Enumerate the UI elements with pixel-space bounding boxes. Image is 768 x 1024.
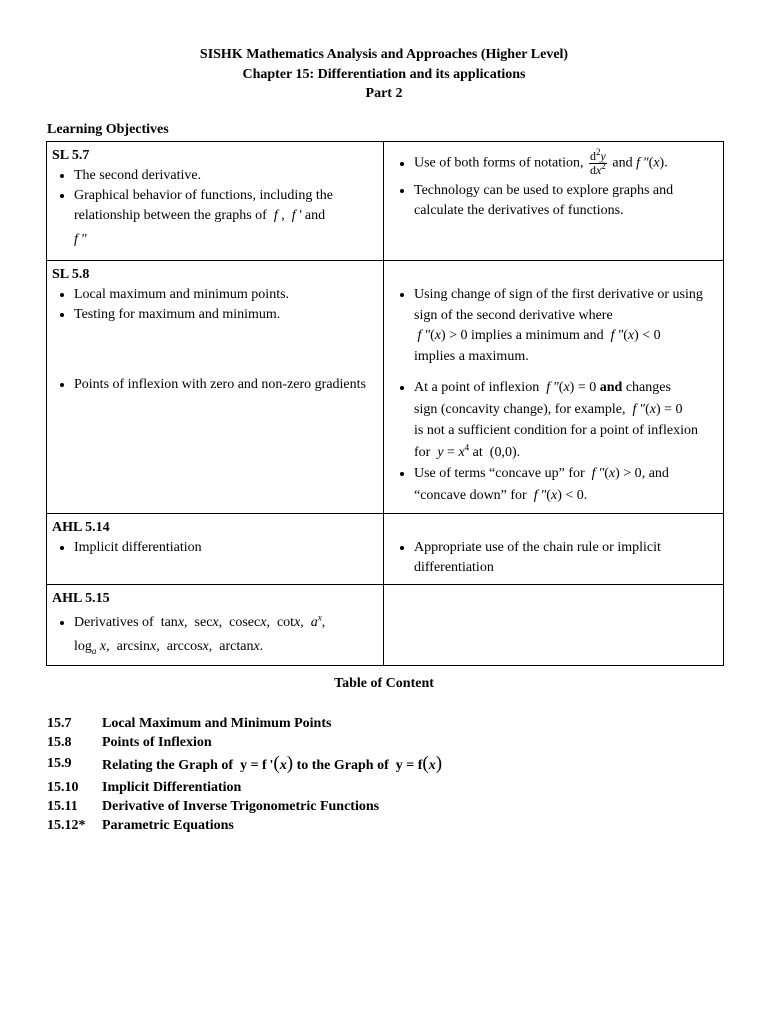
toc-item-title: Parametric Equations [102, 818, 234, 833]
list-item: • Points of inflexion with zero and non-zero gradients [74, 375, 377, 395]
toc-item-title: Local Maximum and Minimum Points [102, 716, 332, 731]
list-item: • Testing for maximum and minimum. [74, 305, 377, 325]
objective-detail-cell [384, 261, 724, 514]
toc-item-title: Implicit Differentiation [102, 780, 242, 795]
list-item: • Graphical behavior of functions, including the relationship between the graphs of f , f ' and f " [74, 186, 377, 254]
list-item: • Implicit differentiation [74, 538, 377, 558]
list-item: • At a point of inflexion f "(x) = 0 and changes sign (concavity change), for example, f "(x) = 0 is not a sufficient condition for a point of inflexion for $y = x^4$ at (0,0). [414, 377, 717, 463]
toc-item[interactable] [47, 816, 727, 835]
toc-item[interactable] [47, 733, 727, 752]
objective-detail-cell [384, 142, 724, 261]
empty-cell [384, 585, 724, 666]
course-title: SISHK Mathematics Analysis and Approaches (Higher Level) [199, 47, 569, 62]
toc-item-title: Points of Inflexion [102, 735, 212, 750]
toc-item[interactable] [47, 797, 727, 816]
part-title: Part 2 [365, 86, 403, 101]
list-item: • Local maximum and minimum points. [74, 285, 377, 305]
table-row [47, 261, 724, 514]
list-item: • The second derivative. [74, 166, 377, 186]
objective-cell [47, 142, 384, 261]
table-row [47, 142, 724, 261]
toc-item-number: 15.7 [47, 716, 72, 731]
list-item: • Appropriate use of the chain rule or implicit differentiation [414, 538, 717, 578]
toc-item-number: 15.11 [47, 799, 78, 814]
learning-objectives-table [46, 141, 724, 666]
list-item: • Using change of sign of the first derivative or using sign of the second derivative where f "(x) > 0 implies a minimum and f "(x) < 0 implies a maximum. [414, 285, 717, 367]
objective-cell [47, 585, 384, 666]
list-item: • Technology can be used to explore graphs and calculate the derivatives of functions. [414, 181, 717, 221]
table-row [47, 514, 724, 585]
toc-item[interactable] [47, 752, 727, 778]
chapter-title: Chapter 15: Differentiation and its applications [242, 66, 526, 82]
objective-code: AHL 5.15 [52, 591, 110, 606]
list-item: • Derivatives of tanx, secx, cosecx, cotx, $a^x$, $\log_a x$, arcsinx, arccosx, arctanx. [74, 611, 377, 659]
objective-code: SL 5.7 [52, 148, 90, 163]
table-of-contents [47, 714, 727, 835]
toc-title: Table of Content [334, 676, 434, 691]
objective-cell [47, 261, 384, 514]
toc-item-title: Derivative of Inverse Trigonometric Functions [102, 799, 380, 814]
toc-item[interactable] [47, 778, 727, 797]
toc-item-number: 15.8 [47, 735, 72, 750]
list-item: • Use of both forms of notation, $\frac{d^2y}{dx^2}$ and f "(x). [414, 150, 717, 177]
objective-code: AHL 5.14 [52, 520, 110, 535]
objective-code: SL 5.8 [52, 267, 90, 282]
document-header [0, 45, 768, 104]
learning-objectives-heading: Learning Objectives [47, 122, 169, 137]
table-row [47, 585, 724, 666]
toc-item-number: 15.12* [47, 818, 86, 833]
toc-item-number: 15.10 [47, 780, 79, 795]
toc-item-title: Relating the Graph of y = f '(x) to the Graph of y = f(x) [102, 753, 443, 774]
toc-item-number: 15.9 [47, 756, 72, 771]
list-item: • Use of terms “concave up” for f "(x) > 0, and “concave down” for f "(x) < 0. [414, 463, 717, 506]
objective-cell [47, 514, 384, 585]
objective-detail-cell [384, 514, 724, 585]
toc-item[interactable] [47, 714, 727, 733]
